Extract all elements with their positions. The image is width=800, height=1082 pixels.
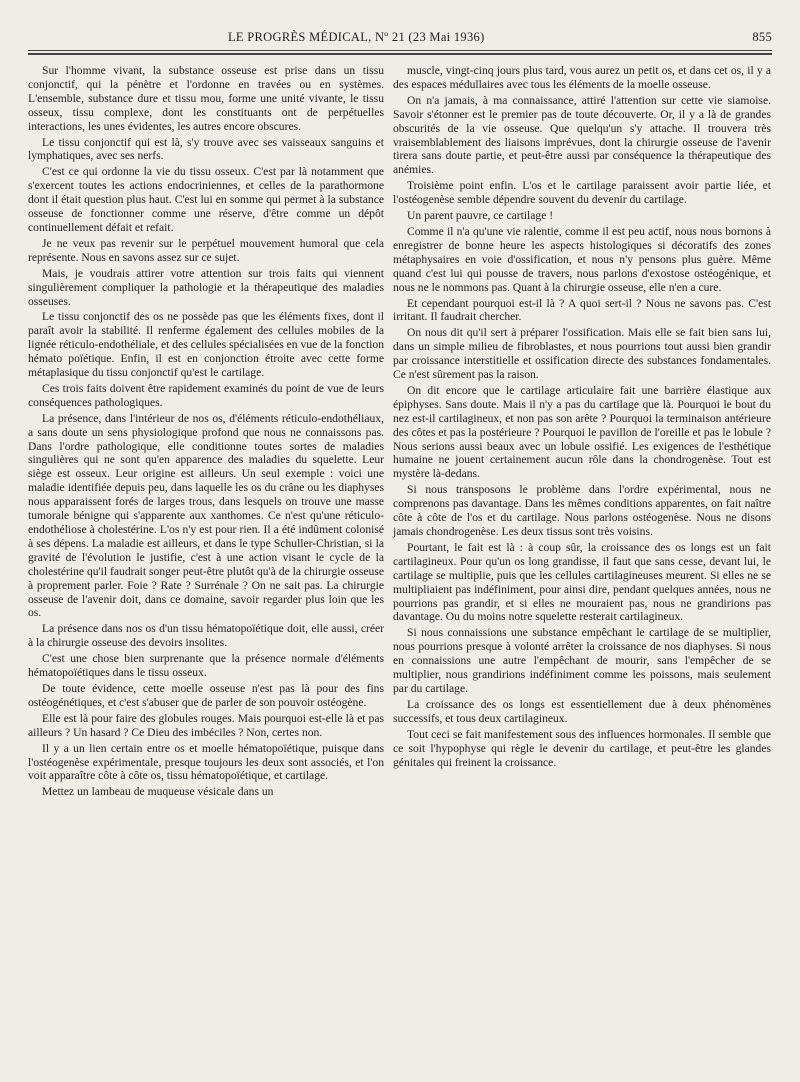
paragraph: C'est ce qui ordonne la vie du tissu osseux. C'est par là notamment que s'exercent toutes les actions endocriniennes, et celles de la parathormone dont il était question plus haut. C'est lui en somme qui permet à la substance osseuse de fonctionner comme une réserve, d'être comme un dépôt continuellement défait et refait. (28, 165, 384, 234)
paragraph: Mettez un lambeau de muqueuse vésicale dans un (42, 785, 274, 799)
paragraph: muscle, vingt-cinq jours plus tard, vous aurez un petit os, et dans cet os, il y a des espaces médullaires avec tous les éléments de la moelle osseuse. (393, 64, 771, 91)
header-rule-thick (28, 53, 772, 55)
paragraph: C'est une chose bien surprenante que la présence normale d'éléments hématopoïétiques dans le tissu osseux. (28, 652, 384, 680)
paragraph: Troisième point enfin. L'os et le cartilage paraissent avoir partie liée, et l'ostéogenèse semble dépendre souvent du devenir du cartilage. (393, 179, 771, 207)
paragraph: Mais, je voudrais attirer votre attention sur trois faits qui viennent singulièrement compliquer la pathologie et la thérapeutique des maladies osseuses. (28, 266, 384, 308)
paragraph: La présence, dans l'intérieur de nos os, d'éléments réticulo-endothéliaux, a sans doute un sens physiologique profond que nous ne connaissons pas. Dans l'ordre pathologique, elle conditionne toutes sortes de maladies singulières qui ne sont qu'en apparence des maladies du squelette. Leur siège est osseux. Leur origine est ailleurs. Un seul exemple : voici une maladie identifiée depuis peu, dans laquelle les os du crâne ou les diaphyses nous apparaissent forés de larges trous, dans lesquels on trouve une masse tumorale bénigne qui s'apparente aux xanthomes. Ce n'est qu'une réticulo-endothéliose à cholestérine. L'os n'y est pour rien. Il a été indûment colonisé à ses dépens. La maladie est ailleurs, et dans le type Schuller-Christian, si la gravité de l'évolution le justifie, c'est à une action visant le cycle de la cholestérine qu'il faudrait songer peut-être plutôt qu'à de la chirurgie osseuse à proprement parler. Foie ? Rate ? Surrénale ? On ne sait pas. La chirurgie osseuse de l'avenir doit, dans ce domaine, savoir regarder plus loin que les os. (28, 411, 384, 620)
paragraph: Le tissu conjonctif qui est là, s'y trouve avec ses vaisseaux sanguins et lymphatiques, avec ses nerfs. (28, 135, 384, 163)
paragraph: La croissance des os longs est essentiellement due à deux phénomènes successifs, et tous deux cartilagineux. (393, 697, 771, 725)
paragraph: Ces trois faits doivent être rapidement examinés du point de vue de leurs conséquences pathologiques. (28, 381, 384, 409)
paragraph: Je ne veux pas revenir sur le perpétuel mouvement humoral que cela représente. Nous en savons assez sur ce sujet. (28, 236, 384, 264)
paragraph: Un parent pauvre, ce cartilage ! (407, 209, 554, 223)
paragraph: Si nous transposons le problème dans l'ordre expérimental, nous ne comprenons pas davantage. Dans les mêmes conditions apparentes, on fait naître côte à côte de l'os et du cartilage. Nous parlons ostéogenèse. Nous ne disons jamais chondrogenèse. Les deux tissus sont très voisins. (393, 483, 771, 538)
paragraph: Sur l'homme vivant, la substance osseuse est prise dans un tissu conjonctif, qui la pénètre et l'ordonne en travées ou en systèmes. L'ensemble, substance dure et tissu mou, forme une unité vivante, le tissu osseux, tissu complexe, dont les constituants ont de perpétuelles interactions, les unes évidentes, les autres encore obscures. (28, 64, 384, 133)
paragraph: Pourtant, le fait est là : à coup sûr, la croissance des os longs est un fait cartilagineux. Pour qu'un os long grandisse, il faut que sans cesse, devant lui, le cartilage se multiplie, puis que les cellules cartilagineuses meurent. Si elles ne se multipliaient pas indéfiniment, pour ainsi dire, pendant quelques années, nous ne pourrions pas grandir, et si elles ne mouraient pas, nous ne grandirions pas davantage. Ou du moins notre squelette resterait cartilagineux. (393, 540, 771, 624)
paragraph: On dit encore que le cartilage articulaire fait une barrière élastique aux épiphyses. Sans doute. Mais il n'y a pas du cartilage que là. Pourquoi le bout du nez est-il cartilagineux, et non pas son arête ? Pourquoi la terminaison antérieure des côtes et pas la postérieure ? Pourquoi le pavillon de l'oreille et pas le lobule ? Nous serions aussi beaux avec un lobule ossifié. Les exigences de l'esthétique humaine ne jouent certainement aucun rôle dans la chondrogenèse. Tout est mystère là-dedans. (393, 383, 771, 481)
paragraph: Tout ceci se fait manifestement sous des influences hormonales. Il semble que ce soit l'hypophyse qui règle le devenir du cartilage, et peut-être les glandes génitales qui freinent la croissance. (393, 727, 771, 769)
paragraph: On nous dit qu'il sert à préparer l'ossification. Mais elle se fait bien sans lui, dans un simple milieu de fibroblastes, et nous pourrions tout aussi bien grandir par croissance interstitielle et ossification directe des substances fondamentales. Ce n'est sûrement pas la raison. (393, 326, 771, 382)
paragraph: Il y a un lien certain entre os et moelle hématopoïétique, puisque dans l'ostéogenèse expérimentale, presque toujours les deux sont associés, et l'on voit apparaître côte à côte os, tissu hématopoïétique, et cartilage. (28, 741, 384, 783)
paragraph: De toute évidence, cette moelle osseuse n'est pas là pour des fins ostéogénétiques, et c'est s'abuser que de parler de son pouvoir ostéogène. (28, 681, 384, 709)
running-title: LE PROGRÈS MÉDICAL, Nº 21 (23 Mai 1936) (228, 30, 485, 44)
left-column (28, 64, 384, 801)
page-number: 855 (752, 30, 772, 44)
paragraph: Elle est là pour faire des globules rouges. Mais pourquoi est-elle là et pas ailleurs ? Un hasard ? Ce Dieu des imbéciles ? Non, certes non. (28, 711, 384, 739)
paragraph: La présence dans nos os d'un tissu hématopoïétique doit, elle aussi, créer à la chirurgie osseuse des devoirs insolites. (28, 622, 384, 650)
paragraph: Si nous connaissions une substance empêchant le cartilage de se multiplier, nous pourrions presque à volonté arrêter la croissance de nos diaphyses. Si nous en connaissions une autre l'empêchant de mourir, sans l'empêcher de se multiplier, nous grandirions indéfiniment comme les poissons, mais seulement par du cartilage. (393, 626, 771, 695)
paragraph: Le tissu conjonctif des os ne possède pas que les éléments fixes, dont il paraît avoir la stabilité. Il renferme également des cellules mobiles de la lignée réticulo-endothéliale, et des cellules spécialisées en vue de la fonction hémato poïétique. Enfin, il est en conjonction étroite avec cette forme métaplasique du tissu conjonctif qu'est le cartilage. (28, 310, 384, 380)
right-column (393, 64, 771, 771)
header-rule (28, 50, 772, 51)
paragraph: On n'a jamais, à ma connaissance, attiré l'attention sur cette vie siamoise. Savoir s'étonner est le premier pas de toute découverte. Or, il y a là de grandes obscurités de la vie osseuse. Que quelqu'un s'y attache. Il trouvera très vraisemblablement des liaisons imprévues, dont la chirurgie osseuse de l'avenir tirera sans doute partie, et peut-être aussi par conséquence la thérapeutique des anémies. (393, 93, 771, 177)
paragraph: Comme il n'a qu'une vie ralentie, comme il est peu actif, nous nous bornons à enregistrer de bonne heure les aspects histologiques si décoratifs des zones métaphysaires en voie d'ossification, et nous n'y pensons plus guère. Même quand c'est lui qui pousse de travers, nous parlons d'exostose ostéogénique, et nous ne le nommons pas. Quant à la chirurgie osseuse, elle n'en a cure. (393, 224, 771, 294)
paragraph: Et cependant pourquoi est-il là ? A quoi sert-il ? Nous ne savons pas. C'est irritant. Il faudrait chercher. (393, 296, 771, 324)
